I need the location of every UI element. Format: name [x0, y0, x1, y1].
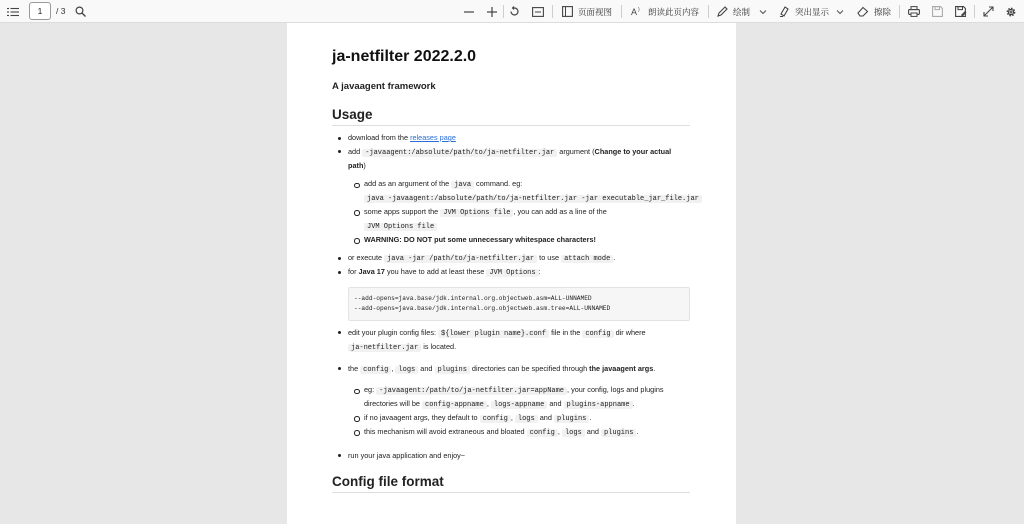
add-sublist: [332, 178, 699, 245]
contents-icon[interactable]: [7, 0, 19, 23]
list-item: download from the releases page: [332, 132, 690, 144]
config-file-format-heading: Config file format: [332, 473, 690, 493]
draw-icon: [717, 6, 728, 17]
releases-page-link[interactable]: releases page: [410, 133, 456, 142]
settings-gear-icon[interactable]: [1005, 0, 1017, 23]
document-subtitle: A javaagent framework: [332, 81, 436, 92]
fit-page-icon[interactable]: [532, 0, 544, 23]
document-title: ja-netfilter 2022.2.0: [332, 48, 477, 65]
list-item: this mechanism will avoid extraneous and bloated config , logs and plugins .: [332, 426, 690, 440]
list-item: add as an argument of the java command. eg: java -javaagent:/absolute/path/to/ja-netfilter.jar -jar executable_jar_file.jar: [332, 178, 690, 206]
page-view-button[interactable]: [562, 0, 612, 23]
list-item: add -javaagent:/absolute/path/to/ja-netfilter.jar argument (Change to your actual path): [332, 146, 690, 172]
list-item: run your java application and enjoy~: [332, 450, 690, 462]
usage-list-3: [332, 327, 690, 376]
rotate-icon[interactable]: [509, 0, 520, 23]
usage-heading: Usage: [332, 106, 690, 126]
usage-list-2: [332, 252, 690, 280]
read-aloud-button[interactable]: [631, 0, 699, 23]
draw-button[interactable]: [717, 0, 750, 23]
draw-chevron-down-icon[interactable]: [759, 0, 767, 23]
highlight-icon: [779, 6, 790, 17]
list-item: if no javaagent args, they default to config , logs and plugins .: [332, 412, 690, 426]
page-view-icon: [562, 6, 573, 17]
pdf-page: [287, 23, 736, 524]
read-aloud-label: 朗读此页内容: [648, 6, 700, 17]
usage-list: [332, 132, 690, 171]
page-total: / 3: [56, 6, 66, 16]
usage-list-4: [332, 450, 690, 462]
dirs-sublist: [332, 384, 690, 439]
list-item: eg: -javaagent:/path/to/ja-netfilter.jar=appName , your config, logs and plugins directories will be config-appname , logs-appname and plugins-appname .: [332, 384, 690, 412]
eraser-icon: [857, 6, 869, 17]
read-aloud-icon: [631, 6, 643, 17]
page-view-label: 页面视图: [578, 6, 613, 17]
list-item: edit your plugin config files: ${lower plugin name}.conf file in the config dir where ja-netfilter.jar is located.: [332, 327, 690, 355]
erase-label: 擦除: [874, 6, 892, 17]
svg-text:): ): [638, 7, 640, 13]
list-item: for Java 17 you have to add at least these JVM Options :: [332, 266, 690, 280]
draw-label: 绘制: [733, 6, 751, 17]
zoom-out-icon[interactable]: [464, 0, 474, 23]
svg-text:A: A: [631, 7, 638, 17]
jvm-options-code-block: --add-opens=java.base/jdk.internal.org.objectweb.asm=ALL-UNNAMED --add-opens=java.base/jdk.internal.org.objectweb.asm.tree=ALL-UNNAMED: [348, 287, 690, 321]
page-content: [332, 47, 699, 493]
print-icon[interactable]: [908, 0, 920, 23]
page-number-input[interactable]: 1: [29, 2, 51, 20]
search-icon[interactable]: [75, 0, 86, 23]
list-item: WARNING: DO NOT put some unnecessary whitespace characters!: [332, 234, 690, 246]
list-item: some apps support the JVM Options file , you can add as a line of the JVM Options file: [332, 206, 690, 234]
highlight-chevron-down-icon[interactable]: [836, 0, 844, 23]
pdf-toolbar: [0, 0, 1024, 23]
erase-button[interactable]: [857, 0, 891, 23]
zoom-in-icon[interactable]: [487, 0, 497, 23]
save-as-icon[interactable]: [955, 0, 967, 23]
highlight-label: 突出显示: [795, 6, 830, 17]
highlight-button[interactable]: [779, 0, 829, 23]
fullscreen-icon[interactable]: [983, 0, 994, 23]
list-item: the config , logs and plugins directories can be specified through the javaagent args.: [332, 363, 690, 377]
save-icon[interactable]: [932, 0, 943, 23]
list-item: or execute java -jar /path/to/ja-netfilter.jar to use attach mode .: [332, 252, 690, 266]
